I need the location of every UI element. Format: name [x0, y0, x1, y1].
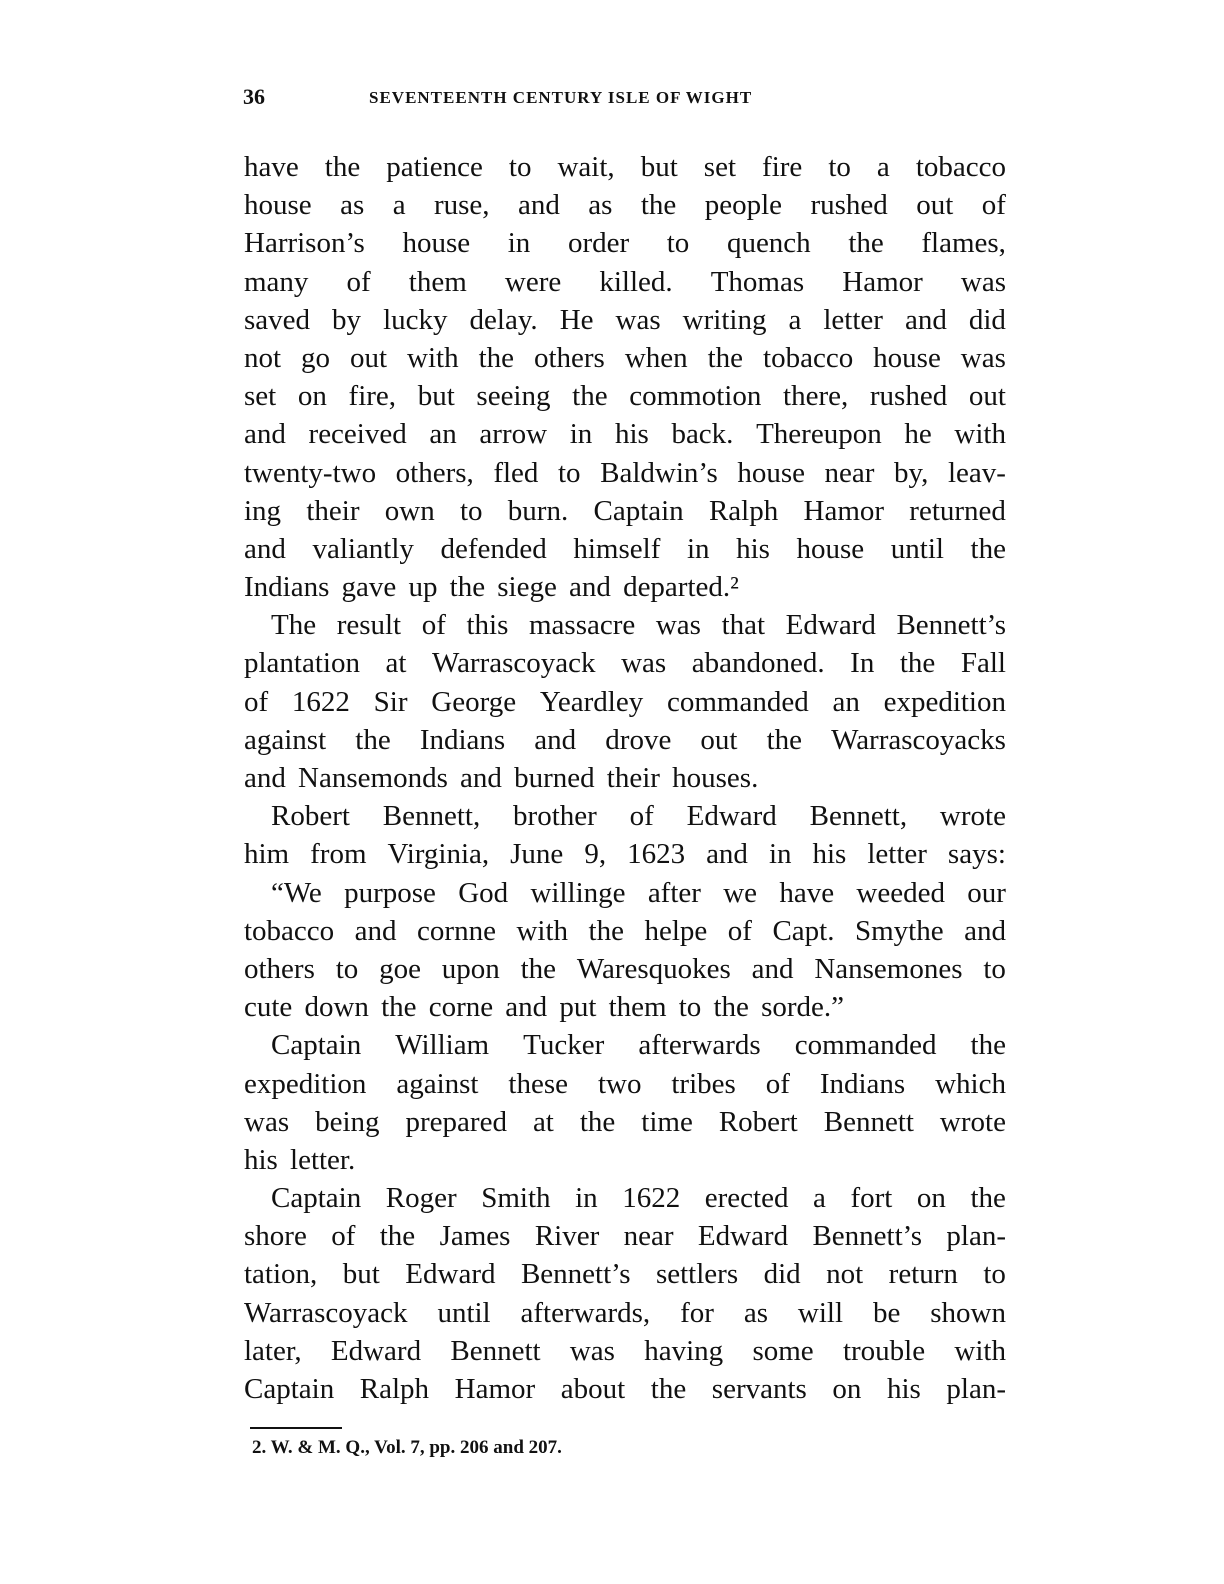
text-line: Captain Ralph Hamor about the servants on his plan- [244, 1373, 1006, 1405]
text-line: ing their own to burn. Captain Ralph Hamor returned [244, 494, 1006, 527]
text-line: saved by lucky delay. He was writing a letter and did [244, 303, 1006, 336]
text-line: Warrascoyack until afterwards, for as will be shown [244, 1296, 1006, 1329]
text-line: expedition against these two tribes of Indians which [244, 1067, 1006, 1100]
page-header [243, 84, 1003, 114]
text-line: later, Edward Bennett was having some trouble with [244, 1334, 1006, 1367]
text-line: cute down the corne and put them to the sorde.” [244, 991, 845, 1024]
text-line: have the patience to wait, but set fire to a tobacco [244, 151, 1006, 183]
text-line: Robert Bennett, brother of Edward Bennett, wrote [271, 800, 1006, 833]
text-line: Captain Roger Smith in 1622 erected a fort on the [271, 1182, 1006, 1215]
text-line: not go out with the others when the tobacco house was [244, 341, 1006, 374]
text-line: against the Indians and drove out the Warrascoyacks [244, 723, 1006, 756]
page-number: 36 [243, 84, 265, 109]
text-line: others to goe upon the Waresquokes and Nansemones to [244, 952, 1006, 985]
text-line: was being prepared at the time Robert Bennett wrote [244, 1105, 1006, 1138]
text-line: house as a ruse, and as the people rushed out of [244, 189, 1006, 222]
text-line: tobacco and cornne with the helpe of Capt. Smythe and [244, 914, 1006, 947]
running-head: SEVENTEENTH CENTURY ISLE OF WIGHT [369, 88, 753, 107]
text-line: his letter. [244, 1143, 356, 1176]
text-line: and Nansemonds and burned their houses. [244, 762, 759, 794]
text-line: “We purpose God willinge after we have weeded our [271, 876, 1006, 909]
text-line: plantation at Warrascoyack was abandoned. In the Fall [244, 647, 1006, 680]
text-line: Harrison’s house in order to quench the flames, [244, 227, 1006, 260]
text-line: set on fire, but seeing the commotion there, rushed out [244, 380, 1006, 413]
footnote: 2. W. & M. Q., Vol. 7, pp. 206 and 207. [252, 1437, 562, 1458]
text-line: tation, but Edward Bennett’s settlers did not return to [244, 1258, 1006, 1291]
text-line: twenty-two others, fled to Baldwin’s house near by, leav- [244, 456, 1006, 489]
text-line: Indians gave up the siege and departed.² [244, 571, 739, 604]
footnote-rule [250, 1427, 342, 1429]
text-line: shore of the James River near Edward Bennett’s plan- [244, 1220, 1006, 1253]
text-line: The result of this massacre was that Edward Bennett’s [271, 609, 1006, 642]
text-line: and valiantly defended himself in his house until the [244, 532, 1006, 565]
text-line: and received an arrow in his back. Thereupon he with [244, 418, 1006, 451]
body-text [244, 148, 1006, 1408]
text-line: of 1622 Sir George Yeardley commanded an expedition [244, 685, 1006, 718]
text-line: many of them were killed. Thomas Hamor was [244, 265, 1006, 298]
text-line: Captain William Tucker afterwards commanded the [271, 1029, 1006, 1062]
text-line: him from Virginia, June 9, 1623 and in his letter says: [244, 838, 1006, 871]
